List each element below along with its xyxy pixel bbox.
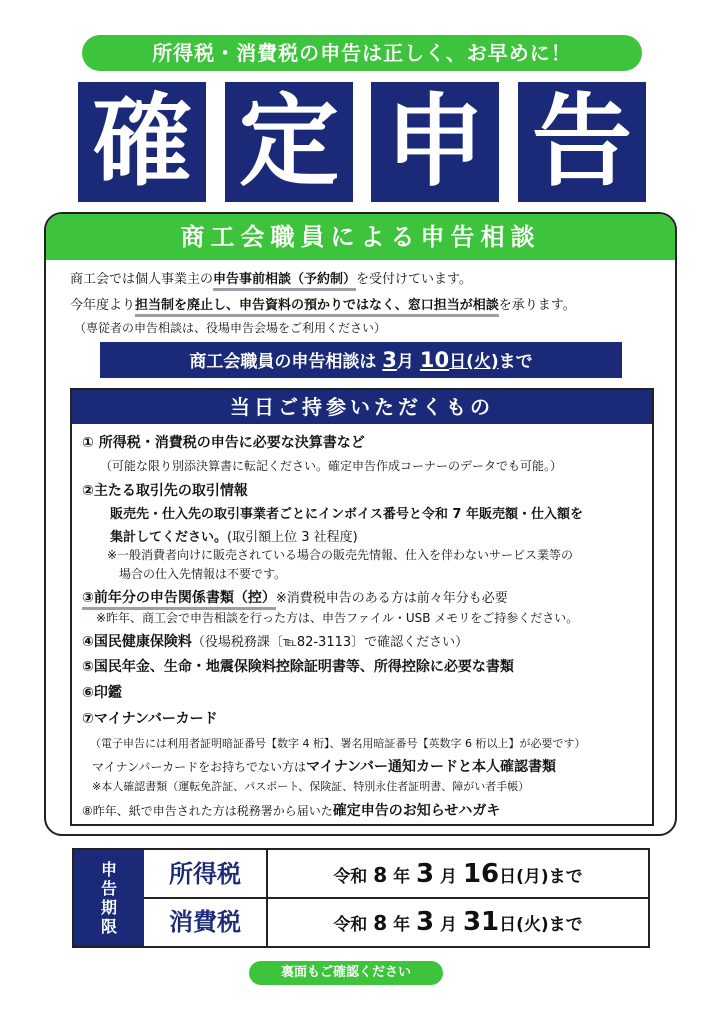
intro-l1-c: を受付けています。 [356,272,472,287]
item-3-b: ※消費税申告のある方は前々年分も必要 [275,591,508,606]
item-6: ⑥印鑑 [82,685,122,701]
side-char-1: 申 [100,860,117,879]
deadline-side-label [74,850,144,946]
income-day: 16 [462,859,500,889]
item-2-line-2 [110,526,358,545]
consult-post: まで [498,352,533,372]
panel-header: 商工会職員による申告相談 [46,214,675,260]
item-2-note-2: 場合の仕入先情報は不要です。 [119,567,287,581]
income-year-label: 年 [393,867,411,887]
title-char-2: 定 [225,82,353,202]
consumption-year: 8 [373,911,388,935]
item-2-line-2b: (取引額上位 3 社程度) [227,530,358,545]
title-char-4: 告 [518,82,646,202]
item-2-note-1: ※一般消費者向けに販売されている場合の販売先情報、仕入を伴わないサービス業等の [107,548,574,562]
consult-month-num: 3 [382,348,397,372]
item-3-a: ③前年分の申告関係書類（控） [82,590,276,610]
item-7-note-2b: マイナンバー通知カードと本人確認書類 [305,759,557,775]
title-char-1: 確 [78,82,206,202]
consult-day-num: 10 [419,348,450,372]
item-2: ②主たる取引先の取引情報 [82,483,248,499]
income-era: 令和 [333,867,368,887]
item-8 [82,800,500,820]
income-year: 8 [373,863,388,887]
consult-pre: 商工会職員の申告相談は [189,352,377,372]
intro-line-1 [70,268,472,287]
item-3-note: ※昨年、商工会で申告相談を行った方は、申告ファイル・USB メモリをご持参ください。 [96,611,579,625]
item-2-line-1: 販売先・仕入先の取引事業者ごとにインボイス番号と令和 7 年販売額・仕入額を [110,507,583,522]
consumption-era: 令和 [333,915,368,935]
intro-l2-a: 今年度より [70,298,136,313]
consult-deadline-bar [100,342,622,378]
top-banner: 所得税・消費税の申告は正しく、お早めに！ [82,35,642,71]
item-8-a: ⑧昨年、紙で申告された方は税務署から届いた [82,804,333,818]
income-month-label: 月 [440,867,458,887]
intro-line-2 [70,294,576,313]
intro-l2-b: 担当制を廃止し、申告資料の預かりではなく、窓口担当が相談 [135,298,499,317]
intro-l1-a: 商工会では個人事業主の [70,272,214,287]
income-month: 3 [416,859,435,889]
item-5: ⑤国民年金、生命・地震保険料控除証明書等、所得控除に必要な書類 [82,659,514,675]
item-1: ① 所得税・消費税の申告に必要な決算書など [82,435,365,451]
item-4 [82,631,468,651]
item-4-b: （役場税務課〔℡82-3113〕で確認ください） [191,635,469,650]
items-header: 当日ご持参いただくもの [72,390,652,424]
intro-l2-c: を承ります。 [498,298,576,313]
deadline-tax-income: 所得税 [144,850,268,898]
item-2-line-2a: 集計してください。 [110,530,228,545]
item-4-a: ④国民健康保険料 [82,634,192,650]
item-8-b: 確定申告のお知らせハガキ [332,803,501,819]
consumption-suffix: 日(火)まで [499,915,583,935]
consumption-year-label: 年 [393,915,411,935]
deadline-date-income [268,850,648,898]
intro-line-3: （専従者の申告相談は、役場申告会場をご利用ください） [74,321,387,335]
consumption-day: 31 [462,907,500,937]
side-char-3: 期 [100,898,117,917]
consumption-month-label: 月 [440,915,458,935]
deadline-date-consumption [268,898,648,946]
consult-day-label: 日(火) [449,352,499,372]
side-char-2: 告 [100,879,117,898]
side-char-4: 限 [100,917,117,936]
footer-pill: 裏面もご確認ください [249,961,443,985]
title-char-3: 申 [371,82,499,202]
consumption-month: 3 [416,907,435,937]
deadline-tax-consumption: 消費税 [144,898,268,946]
intro-l1-b: 申告事前相談（予約制） [213,272,356,291]
income-suffix: 日(月)まで [499,867,583,887]
item-7-note-2 [92,756,556,776]
item-7: ⑦マイナンバーカード [82,711,218,727]
item-7-note-1: （電子申告には利用者証明暗証番号【数字 4 桁】、署名用暗証番号【英数字 6 桁以上】が必要です） [90,737,586,750]
item-7-note-2a: マイナンバーカードをお持ちでない方は [92,760,306,774]
deadline-table [72,848,650,948]
item-3 [82,587,508,607]
item-1-note: （可能な限り別添決算書に転記ください。確定申告作成コーナーのデータでも可能。） [100,459,563,473]
consult-month-label: 月 [396,352,414,372]
item-7-note-3: ※本人確認書類（運転免許証、パスポート、保険証、特別永住者証明書、障がい者手帳） [92,780,530,793]
